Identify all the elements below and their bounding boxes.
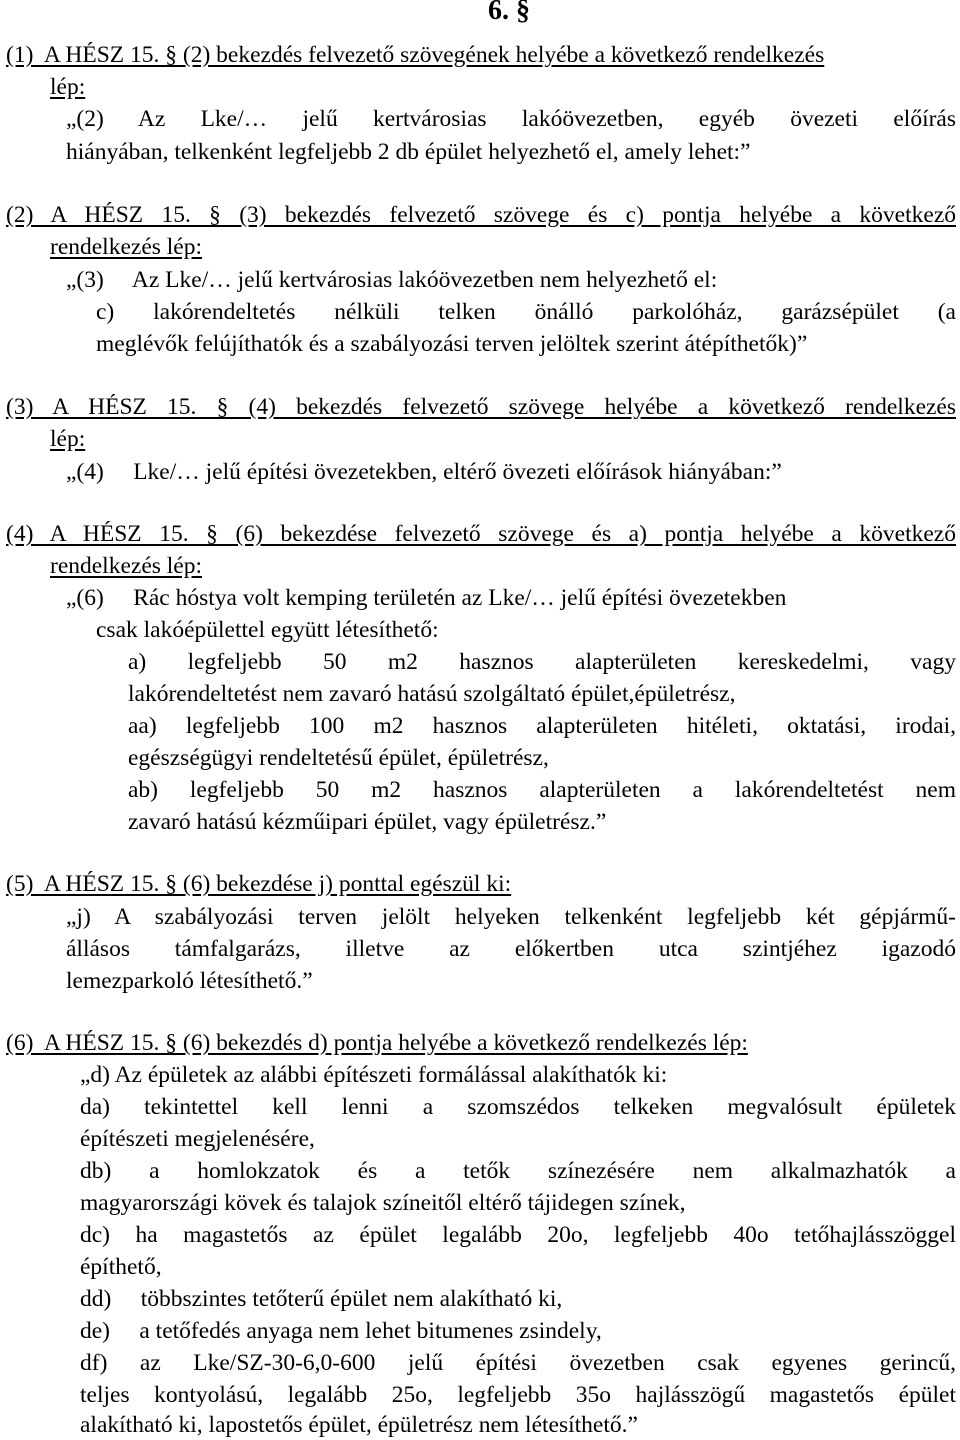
s6-line-4: építészeti megjelenésére, [80, 1126, 315, 1152]
s6-line-3: da) tekintettel kell lenni a szomszédos telkeken megvalósult épületek [80, 1094, 956, 1120]
s1-line-3: „(2) Az Lke/… jelű kertvárosias lakóövezetben, egyéb övezeti előírás [66, 106, 956, 132]
s2-line-3: „(3) Az Lke/… jelű kertvárosias lakóövezetben nem helyezhető el: [66, 267, 718, 293]
s2-line-2: rendelkezés lép: [50, 234, 203, 260]
s6-line-11: df) az Lke/SZ-30-6,0-600 jelű építési övezetben csak egyenes gerincű, [80, 1350, 956, 1376]
s3-line-1: (3) A HÉSZ 15. § (4) bekezdés felvezető szövege helyébe a következő rendelkezés [6, 394, 956, 420]
s4-line-9: ab) legfeljebb 50 m2 hasznos alapterületen a lakórendeltetést nem [128, 777, 956, 803]
s6-line-10: de) a tetőfedés anyaga nem lehet bitumenes zsindely, [80, 1318, 602, 1344]
s2-line-1: (2) A HÉSZ 15. § (3) bekezdés felvezető szövege és c) pontja helyébe a következő [6, 202, 956, 228]
s6-line-12: teljes kontyolású, legalább 25o, legfeljebb 35o hajlásszögű magastetős épület [80, 1382, 956, 1408]
s1-line-2: lép: [50, 74, 86, 100]
s3-line-3: „(4) Lke/… jelű építési övezetekben, eltérő övezeti előírások hiányában:” [66, 459, 782, 485]
s4-line-7: aa) legfeljebb 100 m2 hasznos alapterületen hitéleti, oktatási, irodai, [128, 713, 956, 739]
s1-line-4: hiányában, telkenként legfeljebb 2 db épület helyezhető el, amely lehet:” [66, 139, 751, 165]
s4-line-10: zavaró hatású kézműipari épület, vagy épületrész.” [128, 809, 607, 835]
s3-line-2: lép: [50, 426, 86, 452]
s4-line-8: egészségügyi rendeltetésű épület, épületrész, [128, 745, 549, 771]
s2-line-4: c) lakórendeltetés nélküli telken önálló parkolóház, garázsépület (a [96, 299, 956, 325]
s2-line-5: meglévők felújíthatók és a szabályozási terven jelöltek szerint átépíthetők)” [96, 331, 808, 357]
s6-line-8: építhető, [80, 1254, 162, 1280]
s5-line-3: állásos támfalgarázs, illetve az előkertben utca szintjéhez igazodó [66, 936, 956, 962]
s4-line-5: a) legfeljebb 50 m2 hasznos alapterületen kereskedelmi, vagy [128, 649, 956, 675]
s6-line-13: alakítható ki, lapostetős épület, épületrész nem létesíthető.” [80, 1412, 638, 1438]
s4-line-1: (4) A HÉSZ 15. § (6) bekezdése felvezető szövege és a) pontja helyébe a következő [6, 521, 956, 547]
section-heading: 6. § [488, 0, 530, 26]
s6-line-9: dd) többszintes tetőterű épület nem alakítható ki, [80, 1286, 563, 1312]
s6-line-5: db) a homlokzatok és a tetők színezésére nem alkalmazhatók a [80, 1158, 956, 1184]
s4-line-2: rendelkezés lép: [50, 553, 203, 579]
s5-line-4: lemezparkoló létesíthető.” [66, 968, 313, 994]
s5-line-1: (5) A HÉSZ 15. § (6) bekezdése j) ponttal egészül ki: [6, 871, 512, 897]
s4-line-6: lakórendeltetést nem zavaró hatású szolgáltató épület,épületrész, [128, 681, 736, 707]
s6-line-7: dc) ha magastetős az épület legalább 20o, legfeljebb 40o tetőhajlásszöggel [80, 1222, 956, 1248]
s4-line-3: „(6) Rác hóstya volt kemping területén az Lke/… jelű építési övezetekben [66, 585, 787, 611]
s6-line-1: (6) A HÉSZ 15. § (6) bekezdés d) pontja helyébe a következő rendelkezés lép: [6, 1030, 748, 1056]
s4-line-4: csak lakóépülettel együtt létesíthető: [96, 617, 439, 643]
s5-line-2: „j) A szabályozási terven jelölt helyeken telkenként legfeljebb két gépjármű- [66, 904, 956, 930]
s6-line-6: magyarországi kövek és talajok színeitől eltérő tájidegen színek, [80, 1190, 686, 1216]
s6-line-2: „d) Az épületek az alábbi építészeti formálással alakíthatók ki: [80, 1062, 668, 1088]
s1-line-1: (1) A HÉSZ 15. § (2) bekezdés felvezető szövegének helyébe a következő rendelkezés [6, 42, 825, 68]
